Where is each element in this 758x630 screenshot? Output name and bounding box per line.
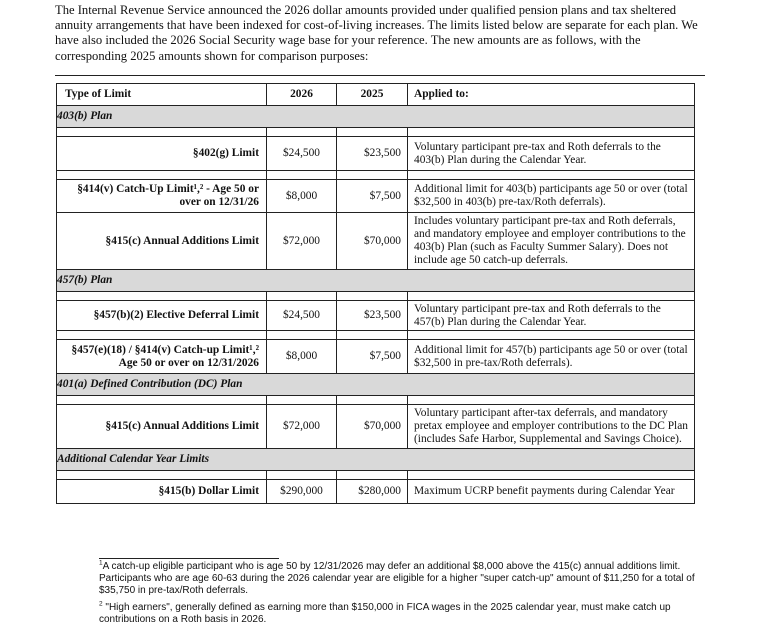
limit-name: §415(c) Annual Additions Limit	[57, 213, 267, 270]
intro-divider	[55, 75, 705, 76]
limit-name: §415(c) Annual Additions Limit	[57, 405, 267, 449]
footnote-1: $^1$A catch-up eligible participant who is age 50 by 12/31/2026 may defer an additional $8,000 above the 415(c) annual additions limit. Participants who are age 60-63 during the 2026 calendar year are eligible for a higher "super catch-up" amount of $11,250 for a total of $35,750 in pre-tax/Roth deferrals.	[99, 559, 695, 597]
footnotes	[99, 561, 709, 630]
table-row	[57, 480, 695, 504]
applied-to-text: Additional limit for 403(b) participants age 50 or over (total $32,500 in 403(b) pre-tax/Roth deferrals).	[408, 180, 695, 213]
footnote-divider	[99, 558, 279, 559]
value-2025: $7,500	[337, 180, 408, 213]
header-type-of-limit: Type of Limit	[57, 84, 267, 106]
table-row	[57, 137, 695, 171]
section-title: 403(b) Plan	[57, 106, 695, 128]
value-2025: $70,000	[337, 213, 408, 270]
section-row-401a	[57, 374, 695, 396]
header-applied-to: Applied to:	[408, 84, 695, 106]
value-2025: $23,500	[337, 137, 408, 171]
section-row-457b	[57, 270, 695, 292]
value-2026: $72,000	[267, 405, 337, 449]
limits-table	[56, 83, 695, 504]
header-2025: 2025	[337, 84, 408, 106]
applied-to-text: Maximum UCRP benefit payments during Calendar Year	[408, 480, 695, 504]
section-row-additional	[57, 449, 695, 471]
limit-name: §457(b)(2) Elective Deferral Limit	[57, 301, 267, 331]
value-2026: $8,000	[267, 340, 337, 374]
value-2025: $280,000	[337, 480, 408, 504]
value-2026: $8,000	[267, 180, 337, 213]
section-row-403b	[57, 106, 695, 128]
applied-to-text: Additional limit for 457(b) participants age 50 or over (total $32,500 in pre-tax/Roth deferrals).	[408, 340, 695, 374]
limit-name: §414(v) Catch-Up Limit¹,² - Age 50 or over on 12/31/26	[57, 180, 267, 213]
footnote-2: $^2$ "High earners", generally defined as earning more than $150,000 in FICA wages in the 2025 calendar year, must make catch up contributions on a Roth basis in 2026.	[99, 600, 671, 625]
section-title: 457(b) Plan	[57, 270, 695, 292]
value-2025: $7,500	[337, 340, 408, 374]
value-2025: $23,500	[337, 301, 408, 331]
table-header-row	[57, 84, 695, 106]
section-title: Additional Calendar Year Limits	[57, 449, 695, 471]
table-row	[57, 340, 695, 374]
limit-name: §402(g) Limit	[57, 137, 267, 171]
limit-name: §457(e)(18) / §414(v) Catch-up Limit¹,² Age 50 or over on 12/31/2026	[57, 340, 267, 374]
value-2026: $290,000	[267, 480, 337, 504]
footnote-1-mark: 1	[99, 559, 103, 567]
value-2026: $24,500	[267, 137, 337, 171]
applied-to-text: Voluntary participant pre-tax and Roth deferrals to the 457(b) Plan during the Calendar Year.	[408, 301, 695, 331]
footnote-2-mark: 2	[99, 600, 103, 608]
header-2026: 2026	[267, 84, 337, 106]
applied-to-text: Includes voluntary participant pre-tax and Roth deferrals, and mandatory employee and employer contributions to the 403(b) Plan (such as Faculty Summer Salary). Does not include age 50 catch-up deferrals.	[408, 213, 695, 270]
section-title: 401(a) Defined Contribution (DC) Plan	[57, 374, 695, 396]
value-2025: $70,000	[337, 405, 408, 449]
table-row	[57, 180, 695, 213]
applied-to-text: Voluntary participant after-tax deferrals, and mandatory pretax employee and employer contributions to the DC Plan (includes Safe Harbor, Supplemental and Savings Choice).	[408, 405, 695, 449]
value-2026: $72,000	[267, 213, 337, 270]
table-row	[57, 405, 695, 449]
table-row	[57, 301, 695, 331]
value-2026: $24,500	[267, 301, 337, 331]
intro-paragraph: The Internal Revenue Service announced the 2026 dollar amounts provided under qualified pension plans and tax sheltered annuity arrangements that have been indexed for cost-of-living increases. The limits listed below are separate for each plan. We have also included the 2026 Social Security wage base for your reference. The new amounts are as follows, with the corresponding 2025 amounts shown for comparison purposes:	[55, 3, 698, 63]
limit-name: §415(b) Dollar Limit	[57, 480, 267, 504]
applied-to-text: Voluntary participant pre-tax and Roth deferrals to the 403(b) Plan during the Calendar Year.	[408, 137, 695, 171]
table-row	[57, 213, 695, 270]
